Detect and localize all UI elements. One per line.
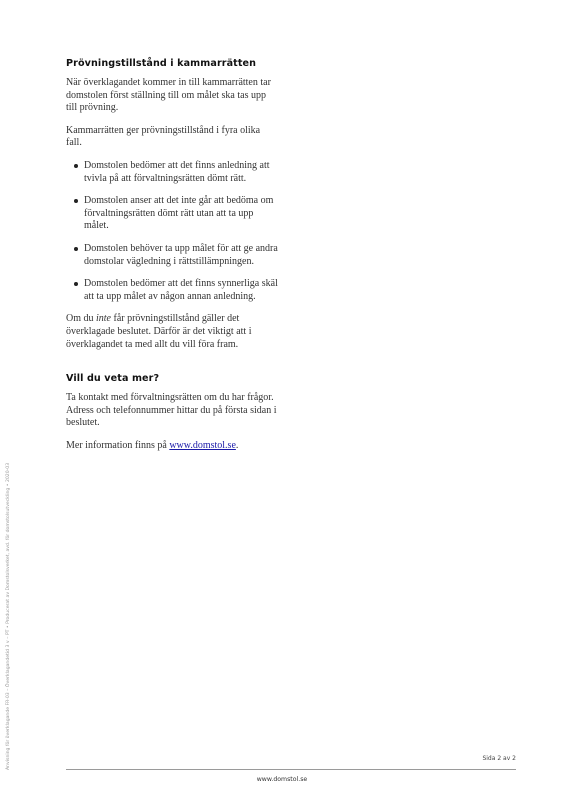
list-item-text: Domstolen bedömer att det finns synnerliga skäl att ta upp målet av någon annan anledning. [84, 278, 278, 302]
bullet-icon [74, 282, 78, 286]
emphasis-inte: inte [96, 313, 111, 325]
list-item-text: Domstolen behöver ta upp målet för att ge andra domstolar vägledning i rättstillämpningen. [84, 242, 278, 267]
footer-divider [66, 769, 516, 770]
list-item-text: Domstolen anser att det inte går att bedöma om förvaltningsrätten dömt rätt utan att ta upp målet. [84, 195, 274, 232]
paragraph-intro: När överklagandet kommer in till kammarrätten tar domstolen först ställning till om målet ska tas upp till prövning. [66, 77, 271, 114]
paragraph-no-permission [66, 313, 278, 351]
section-more-info [66, 373, 278, 452]
list-item-text: Domstolen bedömer att det finns anledning att tvivla på att förvaltningsrätten dömt rätt. [84, 159, 270, 184]
list-item [66, 278, 278, 303]
text-fragment: får prövningstillstånd gäller det överklagade beslutet. Därför är det viktigt att i överklagandet ta med allt du vill föra fram. [66, 313, 252, 350]
section-heading-vill-du-veta-mer: Vill du veta mer? [66, 373, 160, 385]
section-heading-provningstillstand: Prövningstillstånd i kammarrätten [66, 58, 257, 69]
list-item [66, 160, 278, 185]
list-item [66, 195, 278, 233]
main-content [66, 58, 278, 462]
text-fragment: Om du [66, 313, 96, 325]
text-fragment: Mer information finns på [66, 439, 170, 451]
list-item [66, 243, 278, 268]
paragraph-contact: Ta kontakt med förvaltningsrätten om du har frågor. Adress och telefonnummer hittar du på första sidan i beslutet. [66, 392, 277, 429]
paragraph-four-cases: Kammarrätten ger prövningstillstånd i fyra olika fall. [66, 124, 261, 149]
side-margin-text: Anvisning för överklagande FR-03 – Överklagandetid 3 v – PT • Producerat av Domstolsverket, avd. för domstolsutveckling • 2020-03 [6, 462, 11, 770]
criteria-list [66, 160, 278, 303]
domstol-link[interactable]: www.domstol.se [169, 439, 236, 451]
text-fragment: . [235, 439, 239, 451]
page-number: Sida 2 av 2 [482, 755, 516, 762]
bullet-icon [74, 247, 78, 251]
bullet-icon [74, 164, 78, 168]
bullet-icon [74, 199, 78, 203]
footer-url: www.domstol.se [256, 776, 308, 783]
paragraph-more-information [66, 440, 278, 453]
